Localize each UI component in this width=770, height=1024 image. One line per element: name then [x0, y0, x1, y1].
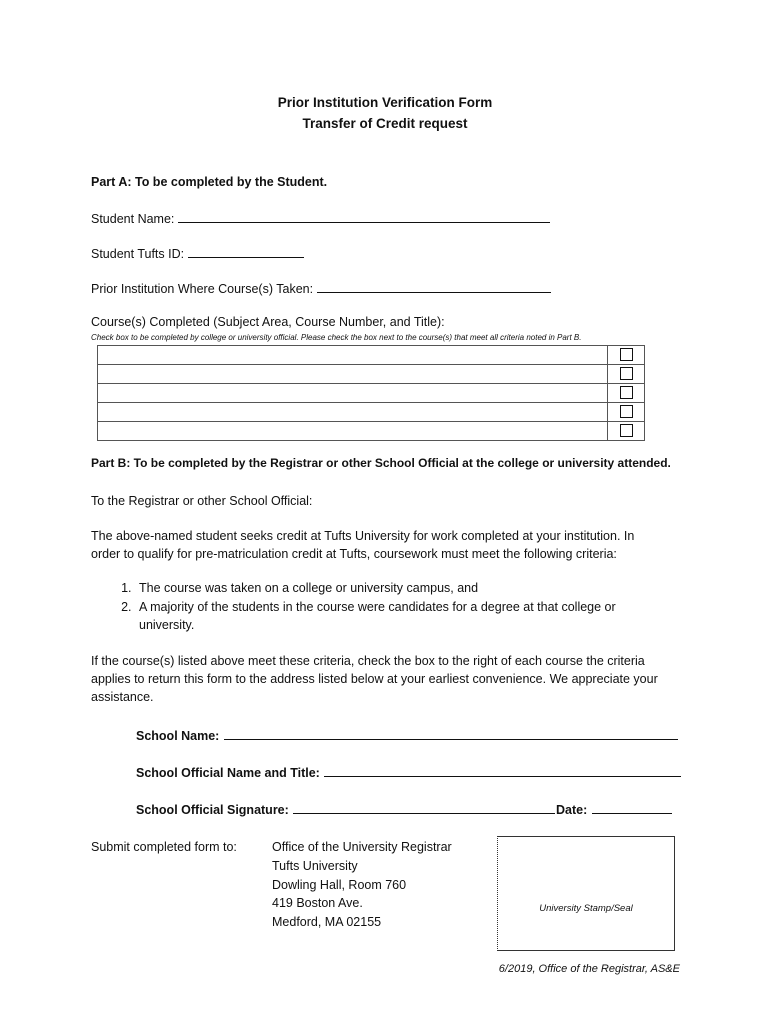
course-entry-cell[interactable] [98, 365, 608, 384]
courses-table [97, 345, 645, 441]
course-check-cell [608, 422, 645, 441]
course-check-cell [608, 346, 645, 365]
student-name-row [91, 210, 550, 229]
official-name-row [136, 764, 681, 782]
address-line: Tufts University [272, 859, 358, 873]
table-row [98, 422, 645, 441]
address-line: Dowling Hall, Room 760 [272, 878, 407, 892]
date-label: Date: [556, 803, 588, 817]
prior-institution-row [91, 280, 551, 299]
signature-field[interactable] [293, 801, 555, 814]
list-item: 1. The course was taken on a college or university campus, and [135, 579, 695, 598]
form-subtitle: Transfer of Credit request [302, 116, 468, 131]
student-name-label: Student Name: [91, 212, 175, 226]
course-entry-cell[interactable] [98, 346, 608, 365]
salutation: To the Registrar or other School Official: [91, 494, 313, 508]
date-row [556, 801, 672, 819]
table-row [98, 384, 645, 403]
signature-label: School Official Signature: [136, 803, 289, 817]
course-entry-cell[interactable] [98, 403, 608, 422]
course-entry-cell[interactable] [98, 384, 608, 403]
course-entry-cell[interactable] [98, 422, 608, 441]
course-check-cell [608, 365, 645, 384]
table-row [98, 403, 645, 422]
prior-institution-label: Prior Institution Where Course(s) Taken: [91, 282, 314, 296]
signature-row [136, 801, 555, 819]
school-name-label: School Name: [136, 729, 220, 743]
course-checkbox[interactable] [620, 405, 633, 418]
student-id-row [91, 245, 304, 264]
prior-institution-field[interactable] [317, 280, 551, 293]
instructions-line-2: applies to return this form to the address listed below at your earliest convenience. We appreciate your [91, 672, 658, 686]
table-row [98, 365, 645, 384]
part-a-heading: Part A: To be completed by the Student. [91, 175, 328, 189]
instructions-line-1: If the course(s) listed above meet these criteria, check the box to the right of each course the criteria [91, 654, 645, 668]
list-item: 2. A majority of the students in the course were candidates for a degree at that college or university. [135, 598, 639, 635]
course-check-cell [608, 384, 645, 403]
stamp-label: University Stamp/Seal [539, 903, 633, 914]
courses-note: Check box to be completed by college or university official. Please check the box next to the course(s) that meet all criteria noted in Part B. [91, 333, 582, 342]
course-checkbox[interactable] [620, 386, 633, 399]
school-name-field[interactable] [224, 727, 678, 740]
student-id-label: Student Tufts ID: [91, 247, 185, 261]
instructions-line-3: assistance. [91, 690, 154, 704]
part-b-heading: Part B: To be completed by the Registrar or other School Official at the college or university attended. [91, 456, 671, 470]
course-checkbox[interactable] [620, 367, 633, 380]
course-checkbox[interactable] [620, 348, 633, 361]
official-name-label: School Official Name and Title: [136, 766, 320, 780]
stamp-box [497, 836, 675, 951]
form-title: Prior Institution Verification Form [277, 95, 493, 110]
student-id-field[interactable] [188, 245, 304, 258]
student-name-field[interactable] [178, 210, 550, 223]
submit-label: Submit completed form to: [91, 840, 237, 854]
intro-line-1: The above-named student seeks credit at Tufts University for work completed at your institution. In [91, 529, 635, 543]
course-checkbox[interactable] [620, 424, 633, 437]
official-name-field[interactable] [324, 764, 681, 777]
date-field[interactable] [592, 801, 672, 814]
address-line: Office of the University Registrar [272, 840, 452, 854]
table-row [98, 346, 645, 365]
intro-line-2: order to qualify for pre-matriculation credit at Tufts, coursework must meet the following criteria: [91, 547, 617, 561]
criteria-list [91, 579, 695, 635]
footer-text: 6/2019, Office of the Registrar, AS&E [498, 963, 680, 975]
address-line: 419 Boston Ave. [272, 896, 363, 910]
address-line: Medford, MA 02155 [272, 915, 382, 929]
course-check-cell [608, 403, 645, 422]
courses-label: Course(s) Completed (Subject Area, Course Number, and Title): [91, 315, 445, 329]
school-name-row [136, 727, 678, 745]
